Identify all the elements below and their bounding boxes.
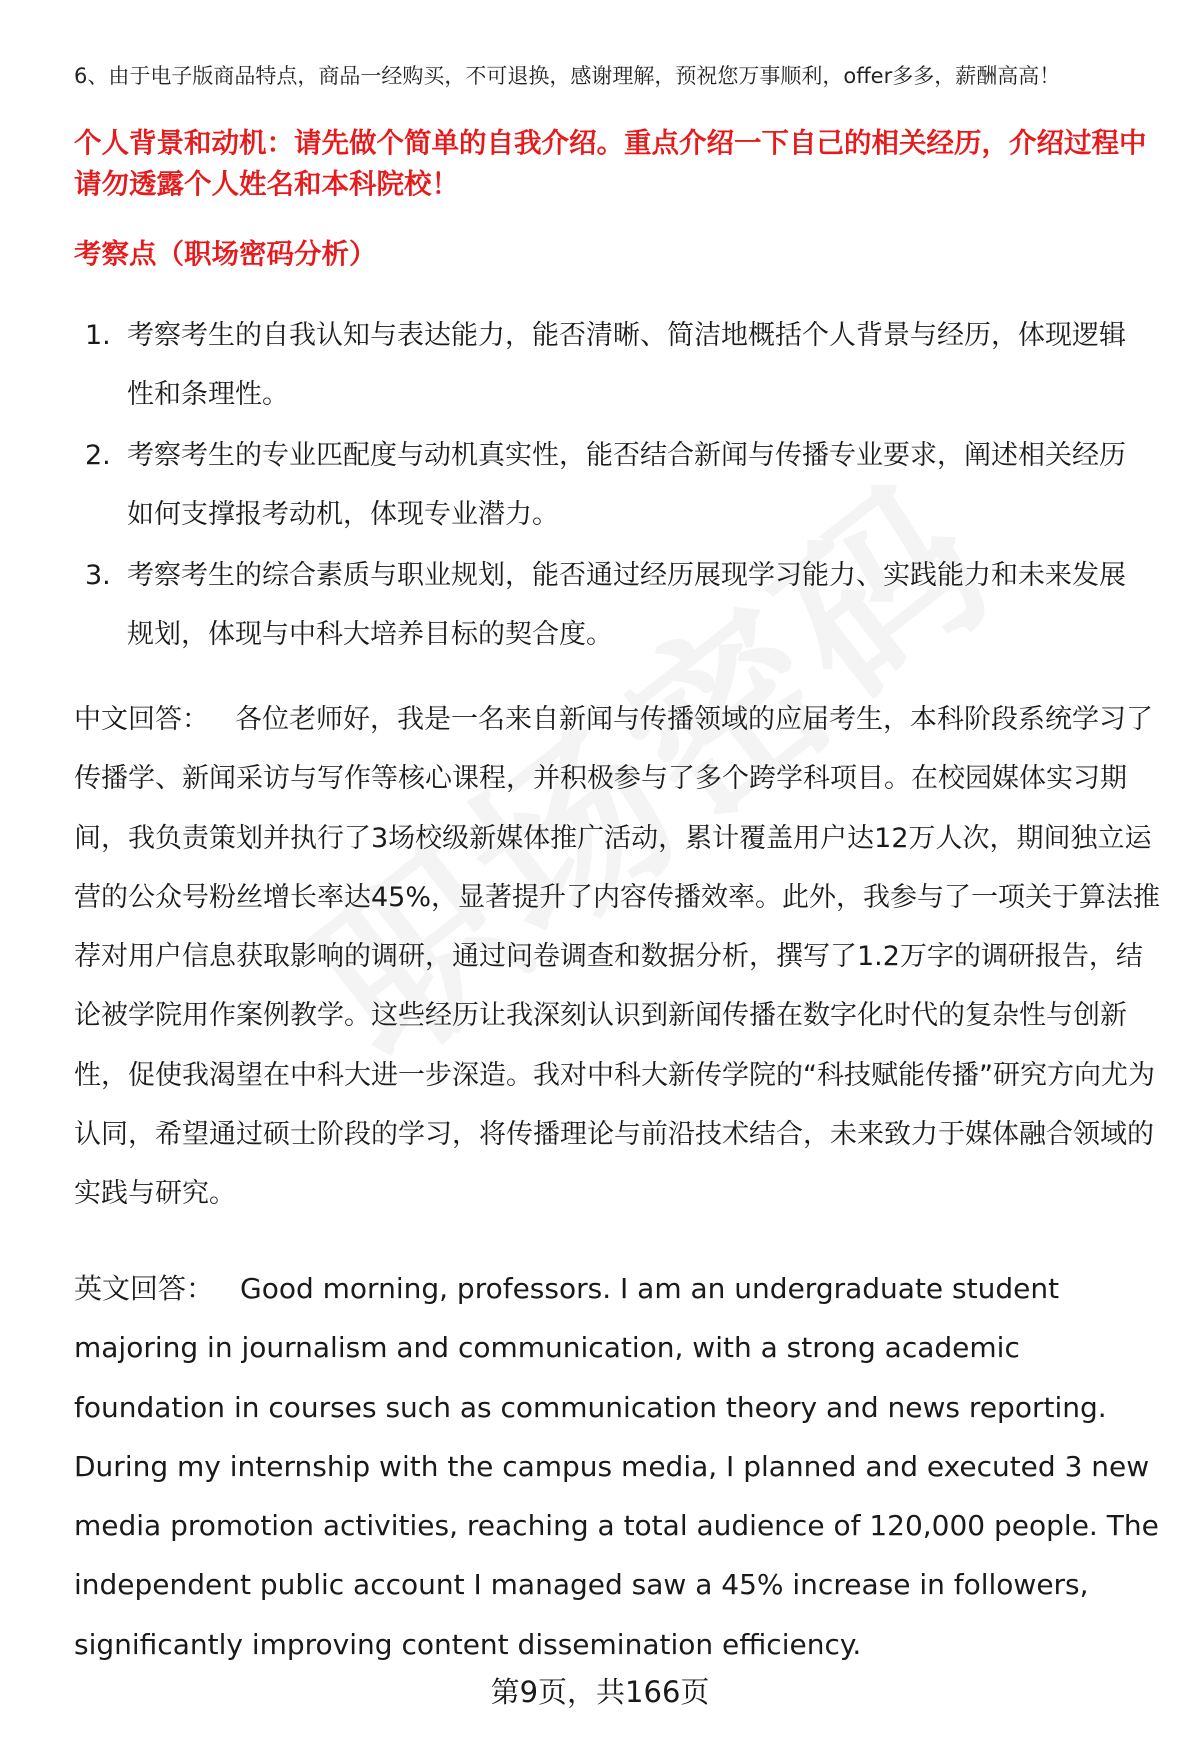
english-answer-label: 英文回答： [74,1272,215,1305]
english-answer [74,1259,1164,1674]
list-item [74,307,1144,424]
list-item-number: 2. [85,440,111,471]
purchase-notice: 6、由于电子版商品特点，商品一经购买，不可退换，感谢理解，预祝您万事顺利，offer多多，薪酬高高！ [74,64,1061,88]
list-item-text: 考察考生的自我认知与表达能力，能否清晰、简洁地概括个人背景与经历，体现逻辑性和条理性。 [127,320,1126,410]
english-answer-text: Good morning, professors. I am an undergraduate student majoring in journalism and communication, with a strong academic foundation in courses such as communication theory and news reporting. During my internship with the campus media, I planned and executed 3 new media promotion activities, reaching a total audience of 120,000 people. The independent public account I managed saw a 45% increase in followers, significantly improving content dissemination efficiency. [74,1272,1159,1661]
focus-title: 考察点（职场密码分析） [74,238,377,270]
focus-points-list [74,307,1144,667]
list-item-text: 考察考生的专业匹配度与动机真实性，能否结合新闻与传播专业要求，阐述相关经历如何支撑报考动机，体现专业潜力。 [127,440,1126,530]
chinese-answer-label: 中文回答： [74,704,209,735]
list-item-number: 1. [85,320,111,351]
list-item [74,547,1144,664]
list-item-number: 3. [85,560,111,591]
question-title: 个人背景和动机：请先做个简单的自我介绍。重点介绍一下自己的相关经历，介绍过程中请勿透露个人姓名和本科院校！ [74,127,1147,200]
chinese-answer-text: 各位老师好，我是一名来自新闻与传播领域的应届考生，本科阶段系统学习了传播学、新闻采访与写作等核心课程，并积极参与了多个跨学科项目。在校园媒体实习期间，我负责策划并执行了3场校级新媒体推广活动，累计覆盖用户达12万人次，期间独立运营的公众号粉丝增长率达45%，显著提升了内容传播效率。此外，我参与了一项关于算法推荐对用户信息获取影响的调研，通过问卷调查和数据分析，撰写了1.2万字的调研报告，结论被学院用作案例教学。这些经历让我深刻认识到新闻传播在数字化时代的复杂性与创新性，促使我渴望在中科大进一步深造。我对中科大新传学院的“科技赋能传播”研究方向尤为认同，希望通过硕士阶段的学习，将传播理论与前沿技术结合，未来致力于媒体融合领域的实践与研究。 [74,704,1161,1210]
list-item [74,427,1144,544]
list-item-text: 考察考生的综合素质与职业规划，能否通过经历展现学习能力、实践能力和未来发展规划，体现与中科大培养目标的契合度。 [127,560,1126,650]
page-number: 第9页，共166页 [490,1675,710,1709]
chinese-answer [74,690,1164,1224]
